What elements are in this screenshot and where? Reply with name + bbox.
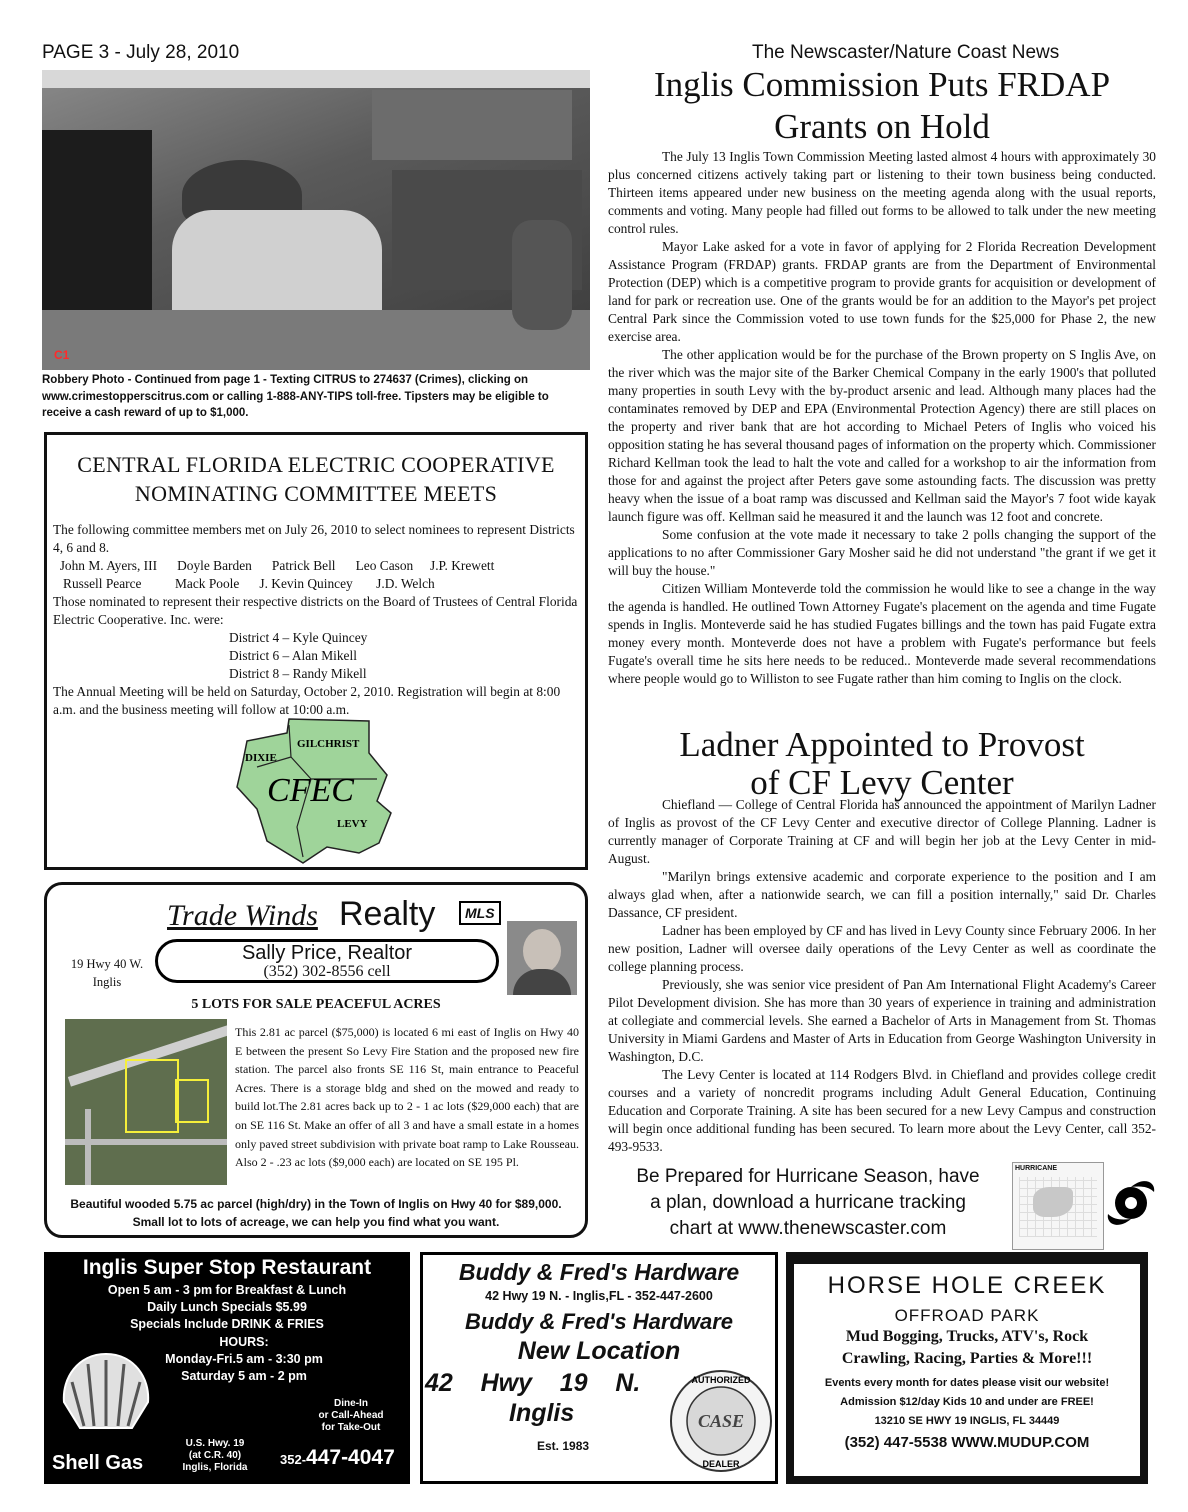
article1-paragraph: The other application would be for the purchase of the Brown property on S Inglis Ave, on the river which was the major site of the Barker Chemical Company in the early 1900's that polluted many properties in south Levy with the by-product arsenic and lead. Although many places had the contaminates removed by DEP and EPA (Environmental Protection Agency) there are still places on the property and river bank that are hot according to Michael Peters of Inglis who voiced his opposition stating he has several thousand pages of information on the property which. Commissioner Richard Kellman took the lead to halt the vote and called for a workshop to air the information from those for and against the project after Peters gave some astounding facts. The discussion was pretty heavy when the issue of a boat ramp was discussed and Kellman said the Mayor's 7 foot wide kayak launch figure was off. Kellman said he measured it and the launch was 12 foot and concrete. <box>608 347 1156 524</box>
superstop-drink-line: Specials Include DRINK & FRIES <box>130 1317 324 1331</box>
horsehole-panel <box>794 1264 1140 1476</box>
cfec-logo-text: CFEC <box>267 772 354 809</box>
hardware-big-address: 42 Hwy 19 N. <box>425 1369 641 1397</box>
superstop-phone-prefix: 352- <box>280 1452 307 1467</box>
hardware-established: Est. 1983 <box>537 1439 590 1453</box>
article2-paragraph: "Marilyn brings extensive academic and corporate experience to the position and I am always glad when, after a nationwide search, we can fill a position internally," said Dr. Charles Dassance, CF president. <box>608 869 1156 920</box>
cfec-title <box>47 451 585 508</box>
article2-paragraph: Previously, she was senior vice president of Pan Am International Flight Academy's Career Pilot Development division. She has more than 30 years of experience in training and administration at collegiate and commercial levels. She earned a Bachelor of Arts in Management from St. Thomas University in Miami Gardens and Master of Arts in Education from George Washington University in Washington, D.C. <box>608 977 1156 1064</box>
article2-paragraph: Ladner has been employed by CF and has lived in Levy County since February 2006. In her new position, Ladner will oversee daily operations of the Levy Center as well as coordinate the college planning process. <box>608 923 1156 974</box>
cfec-title-line2: NOMINATING COMMITTEE MEETS <box>134 480 498 506</box>
realty-footer-line2: Small lot to lots of acreage, we can help you find what you want. <box>132 1215 500 1229</box>
article2-headline-line1: Ladner Appointed to Provost <box>679 725 1085 764</box>
case-authorized-dealer-seal <box>669 1367 773 1475</box>
realty-lots-heading: 5 LOTS FOR SALE PEACEFUL ACRES <box>191 997 441 1012</box>
superstop-dinein-3: for Take-Out <box>321 1422 381 1433</box>
realty-address-line1: 19 Hwy 40 W. <box>70 957 144 971</box>
page-number-date: PAGE 3 - July 28, 2010 <box>42 42 240 63</box>
cfec-members-line2: Russell Pearce Mack Poole J. Kevin Quincey J.D. Welch <box>53 576 435 591</box>
hardware-address: 42 Hwy 19 N. - Inglis,FL - 352-447-2600 <box>485 1289 713 1303</box>
superstop-hours <box>144 1334 344 1385</box>
lots-aerial-map <box>65 1019 227 1185</box>
article2-paragraph: The Levy Center is located at 114 Rodgers Blvd. in Chiefland and provides college credit courses and a variety of noncredit programs including Adult General Education, Continuing Education and Corporate Training. A site has been secured for a new Levy Campus and construction will begin once additional funding has been secured. To learn more about the Levy Center, call 352-493-9533. <box>608 1067 1156 1154</box>
map-label-levy: LEVY <box>337 818 368 830</box>
robbery-photo-caption: Robbery Photo - Continued from page 1 - Texting CITRUS to 274637 (Crimes), clicking on www.crimestopperscitrus.com or calling 1-888-ANY-TIPS toll-free. Tipsters may be eligible to receive a cash reward of up to $1,000. <box>42 374 549 420</box>
realty-footer-line1: Beautiful wooded 5.75 ac parcel (high/dry) in the Town of Inglis on Hwy 40 for $89,000. <box>70 1197 562 1211</box>
cfec-district-4: District 4 – Kyle Quincey <box>229 630 368 645</box>
realty-agent-box <box>155 939 499 983</box>
cfec-members-line1: John M. Ayers, III Doyle Barden Patrick Bell Leo Cason J.P. Krewett <box>53 558 495 573</box>
cfec-body <box>53 521 583 719</box>
article1-headline <box>608 64 1156 148</box>
robbery-surveillance-photo <box>42 70 590 370</box>
horsehole-line2: Crawling, Racing, Parties & More!!! <box>841 1350 1093 1367</box>
hurricane-line3: chart at www.thenewscaster.com <box>669 1218 947 1239</box>
cfec-district-8: District 8 – Randy Mikell <box>229 666 367 681</box>
superstop-hours-saturday: Saturday 5 am - 2 pm <box>181 1369 307 1383</box>
cfec-district-6: District 6 – Alan Mikell <box>229 648 357 663</box>
superstop-title: Inglis Super Stop Restaurant <box>82 1256 372 1279</box>
superstop-hours-label: HOURS: <box>219 1335 269 1349</box>
trade-winds-realty-ad <box>44 882 588 1238</box>
article1-body <box>608 148 1156 688</box>
superstop-location-1: U.S. Hwy. 19 <box>185 1438 245 1449</box>
realty-lots-description: This 2.81 ac parcel ($75,000) is located 6 mi east of Inglis on Hwy 40 E between the present So Levy Fire Station and the proposed new fire station. The parcel also fronts SE 116 St, main entrance to Peaceful Acres. There is a storage bldg and shed on the mowed and ready to build lot.The 2.81 acres back up to 2 - 1 ac lots ($29,000 each) that are on SE 116 St. Make an offer of all 3 and have a small estate in a homes only paved street subdivision with private boat ramp to Lake Rousseau. Also 2 - .23 ac lots ($9,000 each) are located on SE 195 Pl. <box>235 1025 579 1170</box>
article1-paragraph: The July 13 Inglis Town Commission Meeting lasted almost 4 hours with approximately 30 plus concerned citizens actively taking part or listening to their town business being conducted. Thirteen items appeared under new business on the meeting agenda along with the usual reports, comments and voting. Many people had filled out forms to be allowed to talk under the new meeting control rules. <box>608 149 1156 236</box>
map-label-dixie: DIXIE <box>245 752 277 764</box>
hurricane-chart-title: HURRICANE <box>1015 1165 1057 1172</box>
article1-paragraph: Mayor Lake asked for a vote in favor of applying for 2 Florida Recreation Development Assistance Program (FRDAP) grants. FRDAP grants are from the Department of Environmental Protection (DEP) which is a competitive program to provide grants for acquisition or development of land for park or recreation use. One of the grants would be for an addition to the Mayor's pet project Central Park since the Commission voted to use town funds for the $25,000 for Phase 2, the new exercise area. <box>608 239 1156 344</box>
horsehole-subtitle: OFFROAD PARK <box>894 1306 1040 1325</box>
horsehole-address: 13210 SE HWY 19 INGLIS, FL 34449 <box>874 1415 1060 1427</box>
hardware-title-repeat: Buddy & Fred's Hardware <box>464 1309 734 1334</box>
hurricane-promo <box>608 1164 1008 1242</box>
superstop-hours-line: Open 5 am - 3 pm for Breakfast & Lunch <box>107 1283 347 1297</box>
horsehole-line1: Mud Bogging, Trucks, ATV's, Rock <box>845 1328 1089 1345</box>
shell-logo-icon <box>58 1348 154 1438</box>
cfec-nominated-text: Those nominated to represent their respective districts on the Board of Trustees of Central Florida Electric Cooperative. Inc. were: <box>53 594 578 627</box>
camera-label: C1 <box>54 348 70 362</box>
cfec-intro: The following committee members met on July 26, 2010 to select nominees to represent Districts 4, 6 and 8. <box>53 522 575 555</box>
hardware-title: Buddy & Fred's Hardware <box>458 1259 740 1285</box>
superstop-hours-weekday: Monday-Fri.5 am - 3:30 pm <box>165 1352 323 1366</box>
superstop-location <box>160 1438 270 1474</box>
article2-headline-line2: of CF Levy Center <box>750 763 1014 802</box>
cfec-title-line1: CENTRAL FLORIDA ELECTRIC COOPERATIVE <box>77 452 555 477</box>
horsehole-events: Events every month for dates please visit our website! <box>824 1377 1110 1389</box>
article2-headline <box>608 726 1156 802</box>
agent-photo <box>507 921 577 995</box>
hurricane-symbol-icon <box>1104 1174 1158 1232</box>
realty-footer <box>47 1195 585 1231</box>
seal-top-text: AUTHORIZED <box>691 1375 751 1385</box>
article1-headline-line1: Inglis Commission Puts FRDAP <box>653 65 1111 104</box>
superstop-specials-line: Daily Lunch Specials $5.99 <box>147 1300 307 1314</box>
shell-gas-label: Shell Gas <box>52 1452 144 1474</box>
hardware-new-location: New Location <box>517 1337 681 1365</box>
cfec-annual-meeting: The Annual Meeting will be held on Saturday, October 2, 2010. Registration will begin at 8:00 a.m. and the business meeting will follow at 10:00 a.m. <box>53 684 561 717</box>
horsehole-contact: (352) 447-5538 WWW.MUDUP.COM <box>844 1434 1090 1451</box>
horse-hole-creek-ad <box>786 1252 1148 1484</box>
horsehole-activities <box>794 1326 1140 1370</box>
realty-agent-phone: (352) 302-8556 cell <box>263 963 391 980</box>
super-stop-restaurant-ad <box>44 1252 410 1484</box>
seal-middle-text: CASE <box>697 1411 745 1431</box>
cfec-county-map <box>227 717 427 867</box>
superstop-phone-number: 447-4047 <box>306 1446 395 1469</box>
seal-bottom-text: DEALER <box>702 1459 740 1469</box>
superstop-lines <box>44 1282 410 1333</box>
superstop-location-3: Inglis, Florida <box>182 1462 248 1473</box>
hurricane-line1: Be Prepared for Hurricane Season, have <box>636 1166 980 1187</box>
realty-agent-name: Sally Price, Realtor <box>241 942 413 964</box>
superstop-phone <box>280 1446 395 1470</box>
realty-address <box>59 955 155 991</box>
article1-paragraph: Citizen William Monteverde told the commission he would like to see a change in the way the agenda is handled. He outlined Town Attorney Fugate's placement on the agenda and time Fugate spends in Inglis. Monteverde said he has studied Fugates billings and the town has paid Fugate extra money every month. Monteverde does not have a problem with Fugate's performance but feels Fugate's overall time he sits here needs to be reduced.. Monteverde made several recommendations where people would go to Williston to see Fugate rather than him coming to Inglis on the clock. <box>608 581 1156 686</box>
article1-paragraph: Some confusion at the vote made it necessary to take 2 polls changing the support of the applications to no after Commissioner Gary Mosher said he did not understand "the grant if we get it will buy the house." <box>608 527 1156 578</box>
buddy-freds-hardware-ad <box>420 1252 778 1484</box>
horsehole-details <box>794 1374 1140 1431</box>
superstop-dinein <box>294 1398 408 1434</box>
superstop-dinein-1: Dine-In <box>334 1398 368 1409</box>
hurricane-tracking-chart-thumbnail <box>1012 1162 1104 1250</box>
realty-address-line2: Inglis <box>92 975 122 989</box>
superstop-location-2: (at C.R. 40) <box>188 1450 242 1461</box>
publication-name: The Newscaster/Nature Coast News <box>752 42 1060 63</box>
cfec-committee-box <box>44 432 588 870</box>
map-label-gilchrist: GILCHRIST <box>297 738 360 750</box>
mls-badge: MLS <box>459 901 501 925</box>
realty-brand-script: Trade Winds <box>167 899 318 932</box>
horsehole-title: HORSE HOLE CREEK <box>827 1272 1107 1299</box>
article2-paragraph: Chiefland — College of Central Florida has announced the appointment of Marilyn Ladner of Inglis as provost of the CF Levy Center and executive director of College Planning. Ladner is currently manager of Corporate Training at CF and will begin her job at the Levy Center in mid-August. <box>608 797 1156 866</box>
hurricane-line2: a plan, download a hurricane tracking <box>650 1192 966 1213</box>
article2-body <box>608 796 1156 1156</box>
hardware-town: Inglis <box>509 1399 575 1427</box>
article1-headline-line2: Grants on Hold <box>774 107 990 146</box>
superstop-dinein-2: or Call-Ahead <box>318 1410 384 1421</box>
realty-brand-word: Realty <box>339 895 436 933</box>
horsehole-admission: Admission $12/day Kids 10 and under are FREE! <box>840 1396 1094 1408</box>
